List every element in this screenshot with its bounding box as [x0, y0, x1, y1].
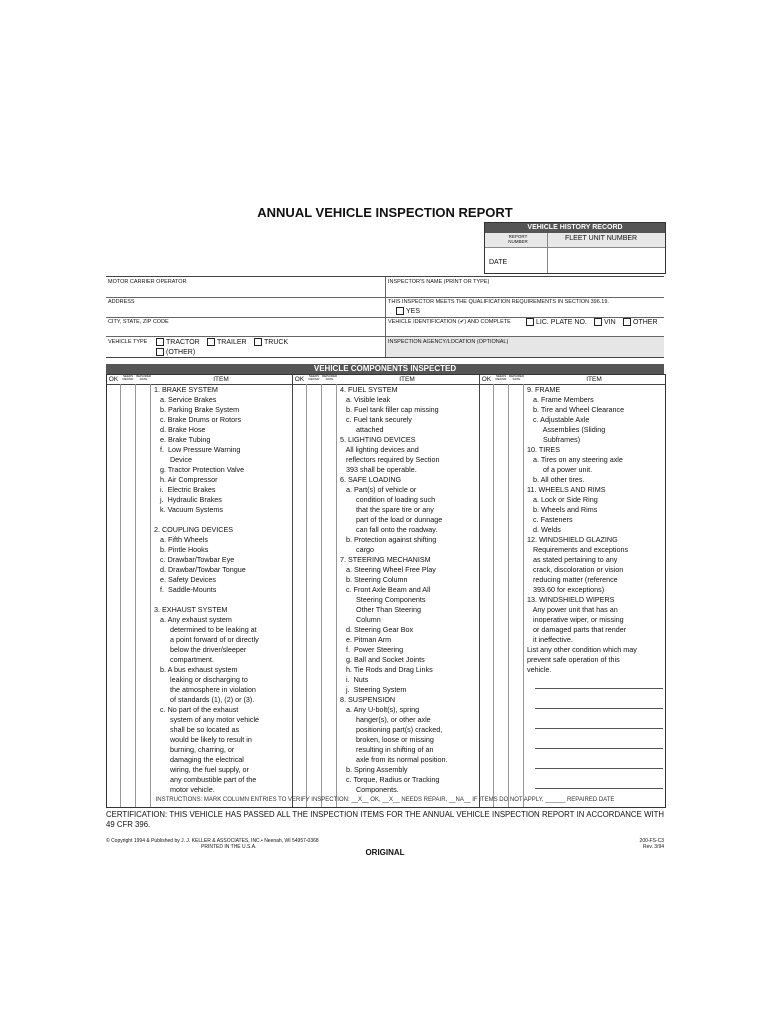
list-item: 8. SUSPENSION	[340, 695, 396, 704]
list-item: b. Steering Column	[340, 575, 408, 584]
certification: CERTIFICATION: THIS VEHICLE HAS PASSED ALL THE INSPECTION ITEMS FOR THE ANNUAL VEHICLE INSPECTION REPORT IN ACCORDANCE WITH 49 CFR 396.	[106, 810, 664, 829]
lic-plate-option[interactable]	[526, 318, 587, 326]
vhr-divider	[547, 233, 548, 273]
vin-option[interactable]	[594, 318, 616, 326]
list-item: e. Brake Tubing	[154, 435, 211, 444]
report-title: ANNUAL VEHICLE INSPECTION REPORT	[257, 205, 513, 220]
list-item: f. Low Pressure Warning	[154, 445, 241, 454]
list-item: would be likely to result in	[154, 735, 252, 744]
column-rule	[321, 384, 322, 807]
list-item: Components.	[340, 785, 399, 794]
list-item: 1. BRAKE SYSTEM	[154, 385, 218, 394]
vehicle-history-record	[484, 222, 666, 274]
motor-carrier-label: MOTOR CARRIER OPERATOR	[108, 279, 187, 285]
list-item: b. Protection against shifting	[340, 535, 437, 544]
printed-line: PRINTED IN THE U.S.A.	[201, 844, 257, 850]
trailer-option[interactable]	[207, 338, 247, 346]
list-item: f. Power Steering	[340, 645, 404, 654]
form-code	[600, 838, 664, 850]
section-divider	[292, 375, 293, 807]
list-item: attached	[340, 425, 384, 434]
form-code-number: 200-FS-C3	[639, 838, 664, 844]
list-item: Requirements and exceptions	[527, 545, 629, 554]
list-item: a. Lock or Side Ring	[527, 495, 598, 504]
list-item: a. Any U-bolt(s), spring	[340, 705, 420, 714]
needs-repair-header: NEEDS REPAIR	[308, 374, 320, 382]
list-item: 6. SAFE LOADING	[340, 475, 402, 484]
list-item: f. Saddle-Mounts	[154, 585, 217, 594]
column-rule	[336, 384, 337, 807]
list-item: part of the load or dunnage	[340, 515, 443, 524]
list-item: 393.60 for exceptions)	[527, 585, 605, 594]
truck-option[interactable]	[254, 338, 288, 346]
column-rule	[150, 384, 151, 807]
item-header: ITEM	[213, 376, 229, 383]
repaired-date-header: REPAIRED DATE	[509, 374, 525, 382]
list-item: a point forward of or directly	[154, 635, 259, 644]
repaired-date-header: REPAIRED DATE	[322, 374, 338, 382]
list-item: b. Wheels and Rims	[527, 505, 598, 514]
vehicle-type-label: VEHICLE TYPE	[108, 339, 148, 345]
list-item: shall be so located as	[154, 725, 240, 734]
other-type-option[interactable]	[156, 348, 195, 356]
list-item: b. Pintle Hooks	[154, 545, 209, 554]
list-item: a. Tires on any steering axle	[527, 455, 623, 464]
list-item: it ineffective.	[527, 635, 573, 644]
item-header: ITEM	[586, 376, 602, 383]
column-rule	[135, 384, 136, 807]
list-item: 393 shall be operable.	[340, 465, 417, 474]
list-item: b. Parking Brake System	[154, 405, 240, 414]
city-label: CITY, STATE, ZIP CODE	[108, 319, 169, 325]
list-item: Device	[154, 455, 192, 464]
date-label: DATE	[489, 259, 508, 266]
list-item: j. Hydraulic Brakes	[154, 495, 222, 504]
list-item: c. Fasteners	[527, 515, 573, 524]
list-item: i. Nuts	[340, 675, 369, 684]
list-item: crack, discoloration or vision	[527, 565, 624, 574]
instructions: INSTRUCTIONS: MARK COLUMN ENTRIES TO VERIFY INSPECTION: __X__ OK, __X__ NEEDS REPAIR, __NA__ IF ITEMS DO NOT APPLY, ______ REPAIRED DATE	[155, 797, 615, 803]
list-item: compartment.	[154, 655, 214, 664]
list-item: b. Spring Assembly	[340, 765, 408, 774]
list-item: a. Any exhaust system	[154, 615, 232, 624]
condition-line[interactable]	[535, 748, 663, 749]
lic-plate-label: LIC. PLATE NO.	[536, 318, 587, 326]
condition-line[interactable]	[535, 788, 663, 789]
report-number-label: REPORT NUMBER	[508, 234, 528, 244]
list-item: b. Fuel tank filler cap missing	[340, 405, 439, 414]
list-item: c. Drawbar/Towbar Eye	[154, 555, 235, 564]
vehicle-history-heading: VEHICLE HISTORY RECORD	[485, 223, 665, 233]
column-rule	[306, 384, 307, 807]
ok-header: OK	[294, 376, 305, 383]
list-item: resulting in shifting of an	[340, 745, 434, 754]
list-item: c. Front Axle Beam and All	[340, 585, 431, 594]
column-rule	[523, 384, 524, 807]
components-table	[106, 374, 666, 808]
list-item: below the driver/sleeper	[154, 645, 247, 654]
condition-line[interactable]	[535, 728, 663, 729]
list-item: h. Air Compressor	[154, 475, 218, 484]
list-item: 4. FUEL SYSTEM	[340, 385, 398, 394]
other-checkbox[interactable]	[623, 318, 631, 326]
list-item: e. Pitman Arm	[340, 635, 392, 644]
list-item: 3. EXHAUST SYSTEM	[154, 605, 228, 614]
agency-label: INSPECTION AGENCY/LOCATION (OPTIONAL)	[388, 339, 509, 345]
list-item: condition of loading such	[340, 495, 436, 504]
list-item: a. Service Brakes	[154, 395, 217, 404]
truck-checkbox[interactable]	[254, 338, 262, 346]
list-item: Column	[340, 615, 381, 624]
vin-label: VIN	[604, 318, 616, 326]
list-item: the atmosphere in violation	[154, 685, 256, 694]
list-item: g. Ball and Socket Joints	[340, 655, 425, 664]
list-item: 13. WINDSHIELD WIPERS	[527, 595, 615, 604]
list-item: broken, loose or missing	[340, 735, 434, 744]
yes-label: YES	[406, 307, 421, 315]
repaired-date-header: REPAIRED DATE	[136, 374, 152, 382]
list-item: h. Tie Rods and Drag Links	[340, 665, 433, 674]
list-item: 12. WINDSHIELD GLAZING	[527, 535, 618, 544]
needs-repair-header: NEEDS REPAIR	[495, 374, 507, 382]
copyright-line: © Copyright 1994 & Published by J. J. KELLER & ASSOCIATES, INC.• Neenah, WI 54957-0368	[106, 838, 319, 844]
list-item: axle from its normal position.	[340, 755, 448, 764]
column-rule	[120, 384, 121, 807]
truck-label: TRUCK	[264, 338, 289, 346]
list-item: system of any motor vehicle	[154, 715, 260, 724]
list-item: 5. LIGHTING DEVICES	[340, 435, 416, 444]
condition-line[interactable]	[535, 688, 663, 689]
form-code-rev: Rev. 3/94	[642, 844, 664, 850]
list-item: a. Visible leak	[340, 395, 391, 404]
list-item: c. Adjustable Axle	[527, 415, 590, 424]
list-item: or damaged parts that render	[527, 625, 627, 634]
list-item: any combustible part of the	[154, 775, 257, 784]
tractor-option[interactable]	[156, 338, 200, 346]
list-item: determined to be leaking at	[154, 625, 257, 634]
fleet-unit-label: FLEET UNIT NUMBER	[565, 235, 638, 242]
list-item: b. A bus exhaust system	[154, 665, 238, 674]
list-item: All lighting devices and	[340, 445, 419, 454]
list-item: reflectors required by Section	[340, 455, 440, 464]
list-item: a. Frame Members	[527, 395, 594, 404]
list-item: b. Tire and Wheel Clearance	[527, 405, 625, 414]
ok-header: OK	[108, 376, 119, 383]
trailer-label: TRAILER	[217, 338, 247, 346]
inspector-name-label: INSPECTOR'S NAME (PRINT OR TYPE)	[388, 279, 490, 285]
ok-header: OK	[481, 376, 492, 383]
list-item: reducing matter (reference	[527, 575, 618, 584]
vehicle-id-label: VEHICLE IDENTIFICATION (✔) AND COMPLETE	[388, 319, 511, 325]
item-header: ITEM	[399, 376, 415, 383]
column-rule	[493, 384, 494, 807]
list-item: k. Vacuum Systems	[154, 505, 223, 514]
list-item: c. No part of the exhaust	[154, 705, 239, 714]
list-item: a. Part(s) of vehicle or	[340, 485, 417, 494]
lic-plate-checkbox[interactable]	[526, 318, 534, 326]
list-item: as stated pertaining to any	[527, 555, 618, 564]
list-item: a. Fifth Wheels	[154, 535, 208, 544]
vin-checkbox[interactable]	[594, 318, 602, 326]
list-item: burning, charring, or	[154, 745, 235, 754]
address-label: ADDRESS	[108, 299, 135, 305]
trailer-checkbox[interactable]	[207, 338, 215, 346]
list-item: Steering Components	[340, 595, 426, 604]
column-rule	[508, 384, 509, 807]
list-item: positioning part(s) cracked,	[340, 725, 443, 734]
tractor-checkbox[interactable]	[156, 338, 164, 346]
list-item: 10. TIRES	[527, 445, 561, 454]
other-label: OTHER	[633, 318, 658, 326]
list-item: prevent safe operation of this	[527, 655, 620, 664]
list-item: Other Than Steering	[340, 605, 421, 614]
list-item: can fall onto the roadway.	[340, 525, 438, 534]
list-item: Assemblies (Sliding	[527, 425, 606, 434]
list-item: b. All other tires.	[527, 475, 585, 484]
condition-line[interactable]	[535, 708, 663, 709]
list-item: d. Brake Hose	[154, 425, 206, 434]
list-item: 11. WHEELS AND RIMS	[527, 485, 606, 494]
list-item: wiring, the fuel supply, or	[154, 765, 249, 774]
list-item: j. Steering System	[340, 685, 407, 694]
tractor-label: TRACTOR	[166, 338, 200, 346]
needs-repair-header: NEEDS REPAIR	[122, 374, 134, 382]
list-item: Subframes)	[527, 435, 581, 444]
list-item: cargo	[340, 545, 374, 554]
list-item: e. Safety Devices	[154, 575, 216, 584]
form-rule	[106, 297, 664, 298]
list-item: i. Electric Brakes	[154, 485, 216, 494]
list-item: d. Drawbar/Towbar Tongue	[154, 565, 246, 574]
list-item: c. Brake Drums or Rotors	[154, 415, 242, 424]
list-item: g. Tractor Protection Valve	[154, 465, 245, 474]
list-item: 2. COUPLING DEVICES	[154, 525, 234, 534]
section-divider	[479, 375, 480, 807]
list-item: of standards (1), (2) or (3).	[154, 695, 255, 704]
other-type-checkbox[interactable]	[156, 348, 164, 356]
vehicle-history-labels	[485, 233, 665, 248]
list-item: 7. STEERING MECHANISM	[340, 555, 431, 564]
qualification-label: THIS INSPECTOR MEETS THE QUALIFICATION REQUIREMENTS IN SECTION 396.19.	[388, 299, 609, 305]
list-item: damaging the electrical	[154, 755, 244, 764]
list-item: vehicle.	[527, 665, 552, 674]
yes-checkbox[interactable]	[396, 307, 404, 315]
list-item: Any power unit that has an	[527, 605, 618, 614]
list-item: a. Steering Wheel Free Play	[340, 565, 436, 574]
list-item: 9. FRAME	[527, 385, 561, 394]
copyright	[106, 838, 319, 850]
other-option[interactable]	[623, 318, 658, 326]
list-item: inoperative wiper, or missing	[527, 615, 624, 624]
other-type-label: (OTHER)	[166, 348, 196, 356]
list-item: d. Welds	[527, 525, 561, 534]
list-item: hanger(s), or other axle	[340, 715, 431, 724]
list-item: List any other condition which may	[527, 645, 637, 654]
original-label: ORIGINAL	[365, 848, 405, 857]
carrier-form	[106, 276, 664, 358]
list-item: motor vehicle.	[154, 785, 215, 794]
list-item: leaking or discharging to	[154, 675, 248, 684]
components-heading: VEHICLE COMPONENTS INSPECTED	[106, 364, 664, 374]
list-item: of a power unit.	[527, 465, 593, 474]
list-item: c. Torque, Radius or Tracking	[340, 775, 440, 784]
list-item: that the spare tire or any	[340, 505, 434, 514]
yes-option[interactable]	[396, 307, 420, 315]
condition-line[interactable]	[535, 768, 663, 769]
list-item: c. Fuel tank securely	[340, 415, 412, 424]
list-item: d. Steering Gear Box	[340, 625, 414, 634]
